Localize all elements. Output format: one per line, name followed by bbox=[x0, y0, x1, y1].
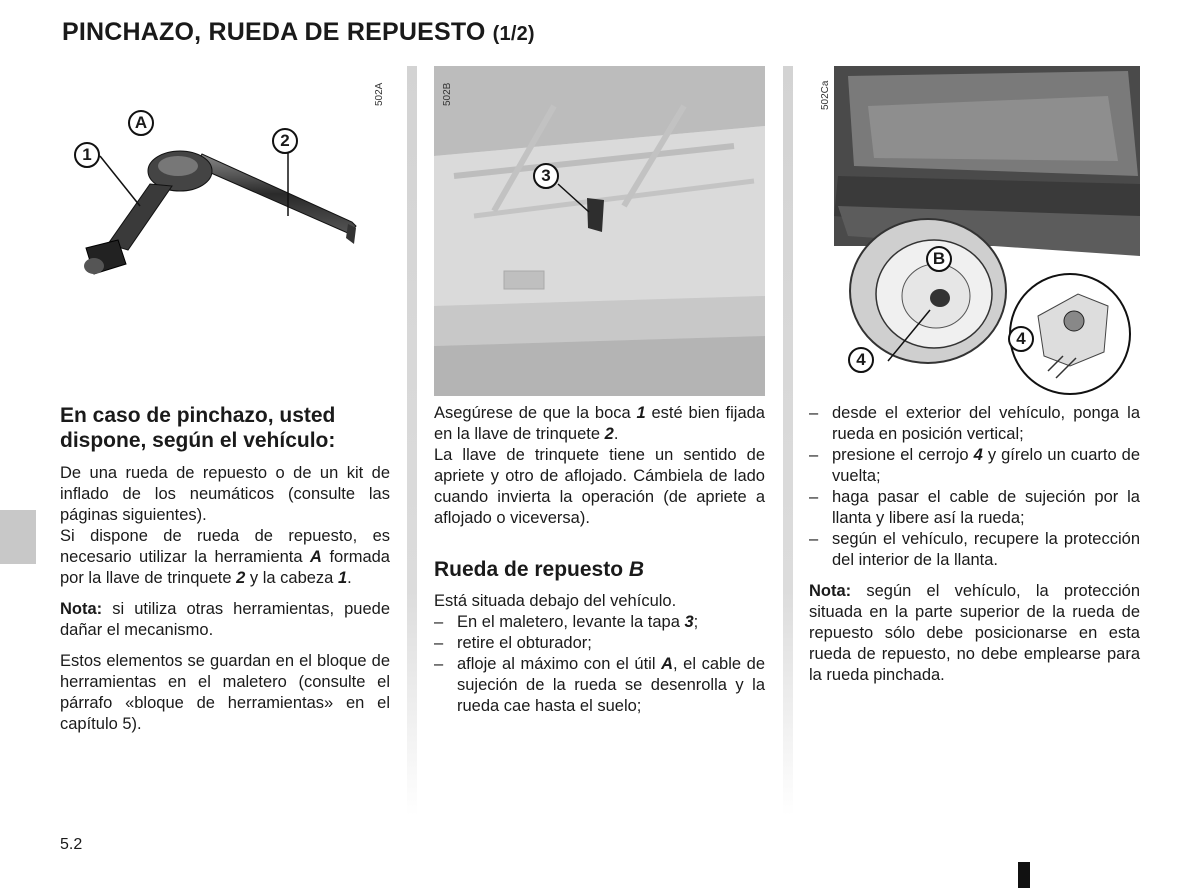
paragraph-note-protection bbox=[809, 581, 1140, 686]
callout-A: A bbox=[128, 110, 154, 136]
section-heading-pinchazo: En caso de pinchazo, usted dispone, según el vehículo: bbox=[60, 404, 336, 452]
callout-4-detail: 4 bbox=[1008, 326, 1034, 352]
callout-1: 1 bbox=[74, 142, 100, 168]
callout-4: 4 bbox=[848, 347, 874, 373]
list-item bbox=[434, 654, 765, 717]
tool-ref-A: A bbox=[310, 548, 322, 566]
item-text: haga pasar el cable de sujeción por la llanta y libere así la rueda; bbox=[832, 488, 1140, 527]
intro-sentence-end: . bbox=[347, 569, 352, 587]
paragraph-storage: Estos elementos se guardan en el bloque de herramientas en el maletero (consulte el párrafo «bloque de herramientas» en el capítulo 5). bbox=[60, 652, 390, 733]
column-divider-2 bbox=[783, 66, 793, 816]
item-ref: A bbox=[661, 655, 674, 673]
paragraph-note bbox=[60, 599, 390, 641]
page-number: 5.2 bbox=[60, 836, 83, 853]
figure-code: 502Ca bbox=[820, 80, 831, 110]
column-divider-1 bbox=[407, 66, 417, 816]
note-text: si utiliza otras herramientas, puede dañar el mecanismo. bbox=[60, 600, 390, 639]
item-text-end: y gírelo un cuarto de vuelta; bbox=[832, 446, 1140, 485]
section-heading-rueda bbox=[434, 557, 765, 583]
note-text: según el vehículo, la protección situada en la parte superior de la rueda de repuesto sólo debe posicionarse en esta rueda de repuesto, no debe emplearse para la rueda pinchada. bbox=[809, 582, 1140, 684]
ref-2: 2 bbox=[604, 425, 614, 443]
title-part: (1/2) bbox=[492, 23, 535, 45]
item-text: afloje al máximo con el útil bbox=[457, 655, 662, 673]
socket-text-2: esté bien fijada en la llave de trinquete bbox=[434, 404, 765, 443]
note-label: Nota: bbox=[60, 600, 103, 618]
item-text: presione el cerrojo bbox=[832, 446, 974, 464]
figure-tool bbox=[60, 66, 392, 384]
item-text: En el maletero, levante la tapa bbox=[457, 613, 685, 631]
callout-B: B bbox=[926, 246, 952, 272]
chapter-tab bbox=[0, 510, 36, 564]
callout-2: 2 bbox=[272, 128, 298, 154]
ratchet-wrench-illustration bbox=[60, 66, 392, 384]
trunk-floor-photo bbox=[434, 66, 765, 396]
figure-trunk bbox=[434, 66, 765, 396]
column-3 bbox=[809, 403, 1140, 696]
figure-code: 502A bbox=[374, 82, 385, 106]
note-label: Nota: bbox=[809, 582, 852, 600]
item-ref: 3 bbox=[684, 613, 694, 631]
intro-sentence-1: De una rueda de repuesto o de un kit de inflado de los neumáticos (consulte las páginas siguientes). bbox=[60, 464, 390, 524]
tool-ref-2: 2 bbox=[236, 569, 246, 587]
column-1 bbox=[60, 403, 390, 745]
item-text: retire el obturador; bbox=[457, 634, 592, 652]
item-text: desde el exterior del vehículo, ponga la rueda en posición vertical; bbox=[832, 404, 1140, 443]
list-item bbox=[809, 403, 1140, 445]
paragraph-intro bbox=[60, 463, 390, 589]
item-ref: 4 bbox=[973, 446, 983, 464]
steps-list-1 bbox=[434, 612, 765, 717]
paragraph-ratchet: La llave de trinquete tiene un sentido de apriete y otro de aflojado. Cámbiela de lado cuando invierta la operación (de apriete a aflojado o viceversa). bbox=[434, 446, 765, 527]
intro-sentence-2: Si dispone de rueda de repuesto, es necesario utilizar la herramienta bbox=[60, 527, 390, 566]
intro-sentence-3: formada por la llave de trinquete bbox=[60, 548, 390, 587]
item-text-end: , el cable de sujeción de la rueda se desenrolla y la rueda cae hasta el suelo; bbox=[457, 655, 765, 715]
paragraph-socket bbox=[434, 403, 765, 445]
tool-ref-1: 1 bbox=[337, 569, 348, 587]
list-item bbox=[434, 612, 765, 633]
intro-sentence-4: y la cabeza bbox=[245, 569, 338, 587]
list-item bbox=[809, 487, 1140, 529]
heading-letter: B bbox=[628, 558, 645, 581]
steps-list-2 bbox=[809, 403, 1140, 571]
list-item bbox=[434, 633, 765, 654]
figure-spare-wheel bbox=[808, 66, 1140, 396]
socket-text-3: . bbox=[613, 425, 619, 443]
list-item bbox=[809, 445, 1140, 487]
item-text: según el vehículo, recupere la protección del interior de la llanta. bbox=[832, 530, 1140, 569]
page-title bbox=[62, 18, 535, 47]
item-text-end: ; bbox=[693, 613, 699, 631]
figure-code: 502B bbox=[442, 82, 453, 106]
list-item bbox=[809, 529, 1140, 571]
column-2 bbox=[434, 403, 765, 717]
heading-text: Rueda de repuesto bbox=[434, 558, 629, 581]
socket-text-1: Asegúrese de que la boca bbox=[434, 404, 637, 422]
callout-3: 3 bbox=[533, 163, 559, 189]
paragraph-location: Está situada debajo del vehículo. bbox=[434, 592, 677, 610]
page-edge-marker bbox=[1018, 862, 1030, 888]
ref-1: 1 bbox=[636, 404, 646, 422]
title-text: PINCHAZO, RUEDA DE REPUESTO bbox=[62, 18, 486, 46]
